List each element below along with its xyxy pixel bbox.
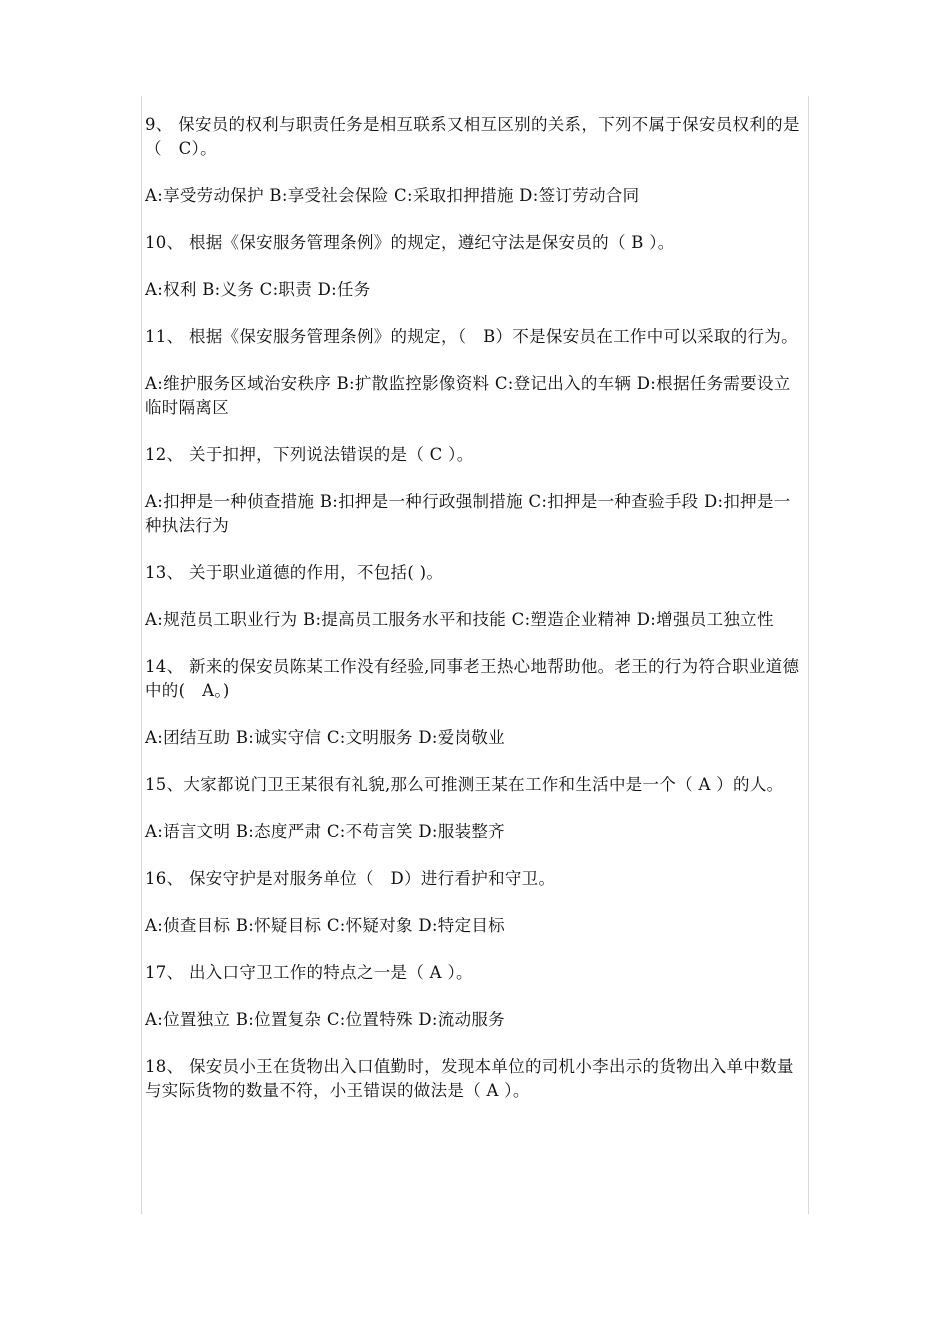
question-15: 15、大家都说门卫王某很有礼貌,那么可推测王某在工作和生活中是一个（ A ）的人。	[145, 775, 784, 794]
left-margin-line	[141, 96, 142, 1214]
options-15: A:语言文明 B:态度严肃 C:不苟言笑 D:服装整齐	[145, 822, 505, 841]
question-12: 12、 关于扣押，下列说法错误的是（ C ）。	[145, 445, 474, 464]
question-17: 17、 出入口守卫工作的特点之一是（ A ）。	[145, 963, 473, 982]
question-9: 9、 保安员的权利与职责任务是相互联系又相互区别的关系，下列不属于保安员权利的是（ C）。	[145, 115, 800, 158]
question-16: 16、 保安守护是对服务单位（ D）进行看护和守卫。	[145, 869, 556, 888]
options-11: A:维护服务区域治安秩序 B:扩散监控影像资料 C:登记出入的车辆 D:根据任务需要设立临时隔离区	[145, 374, 791, 417]
options-17: A:位置独立 B:位置复杂 C:位置特殊 D:流动服务	[145, 1010, 505, 1029]
options-10: A:权利 B:义务 C:职责 D:任务	[145, 280, 371, 299]
question-11: 11、 根据《保安服务管理条例》的规定，（ B）不是保安员在工作中可以采取的行为。	[145, 327, 798, 346]
question-13: 13、 关于职业道德的作用，不包括( )。	[145, 563, 444, 582]
options-14: A:团结互助 B:诚实守信 C:文明服务 D:爱岗敬业	[145, 728, 505, 747]
options-16: A:侦查目标 B:怀疑目标 C:怀疑对象 D:特定目标	[145, 916, 505, 935]
right-margin-line	[808, 96, 809, 1214]
options-12: A:扣押是一种侦查措施 B:扣押是一种行政强制措施 C:扣押是一种查验手段 D:扣押是一种执法行为	[145, 492, 791, 535]
question-list	[145, 113, 807, 1126]
options-9: A:享受劳动保护 B:享受社会保险 C:采取扣押措施 D:签订劳动合同	[145, 186, 640, 205]
question-10: 10、 根据《保安服务管理条例》的规定，遵纪守法是保安员的（ B ）。	[145, 233, 675, 252]
question-14: 14、 新来的保安员陈某工作没有经验,同事老王热心地帮助他。老王的行为符合职业道德中的( A。)	[145, 657, 800, 700]
question-18: 18、 保安员小王在货物出入口值勤时，发现本单位的司机小李出示的货物出入单中数量与实际货物的数量不符，小王错误的做法是（ A ）。	[145, 1057, 794, 1100]
options-13: A:规范员工职业行为 B:提高员工服务水平和技能 C:塑造企业精神 D:增强员工独立性	[145, 610, 774, 629]
